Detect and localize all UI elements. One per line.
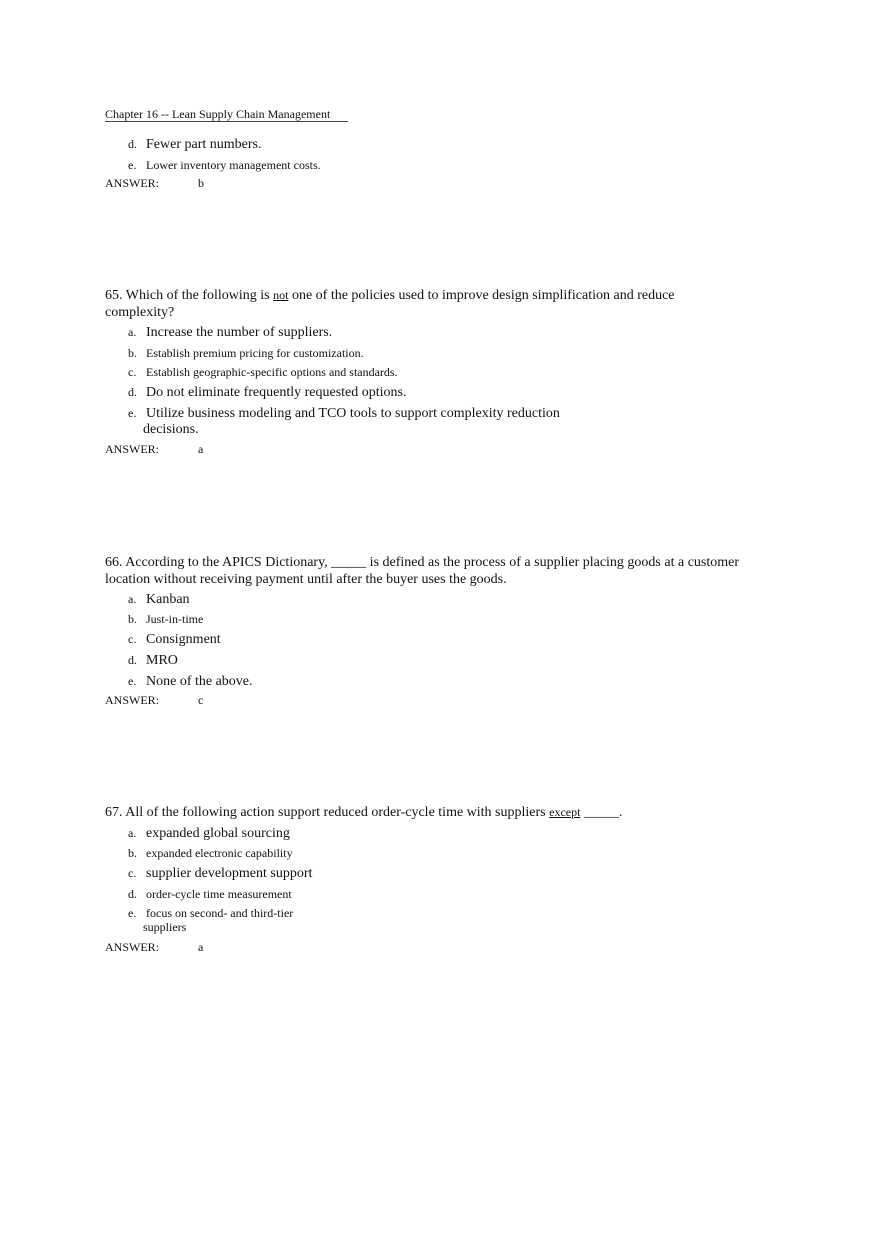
option-letter: b. (128, 846, 137, 860)
question-emphasis: except (549, 805, 581, 819)
option-text: Increase the number of suppliers. (146, 325, 333, 340)
option-text: Fewer part numbers. (146, 137, 262, 152)
question-67 (105, 804, 745, 821)
option-text: MRO (146, 653, 178, 668)
answer-label: ANSWER: (105, 442, 159, 456)
answer-label: ANSWER: (105, 176, 159, 190)
option-letter: a. (128, 826, 137, 840)
option-text: Consignment (146, 632, 221, 647)
option-letter: d. (128, 385, 137, 399)
option-continuation: decisions. (143, 422, 199, 437)
option-letter: e. (128, 406, 137, 420)
option-b (128, 610, 203, 628)
option-letter: c. (128, 632, 137, 646)
option-letter: e. (128, 906, 137, 920)
option-text: Establish geographic-specific options and standards. (146, 365, 398, 379)
option-letter: a. (128, 325, 137, 339)
answer-label: ANSWER: (105, 693, 159, 707)
answer-label: ANSWER: (105, 940, 159, 954)
answer-value: c (198, 693, 204, 707)
option-text: Utilize business modeling and TCO tools to support complexity reduction (146, 406, 560, 421)
option-continuation: suppliers (143, 920, 187, 934)
option-text: Do not eliminate frequently requested options. (146, 385, 407, 400)
option-c (128, 363, 398, 381)
option-e (128, 404, 560, 422)
option-a (128, 323, 332, 341)
question-text-pre: 65. Which of the following is (105, 288, 274, 303)
option-text: None of the above. (146, 674, 253, 689)
answer-line (105, 176, 204, 191)
answer-value: b (198, 176, 204, 190)
option-a (128, 590, 190, 608)
option-letter: d. (128, 653, 137, 667)
option-d (128, 885, 292, 903)
option-letter: b. (128, 612, 137, 626)
answer-line (105, 442, 203, 457)
option-letter: e. (128, 158, 137, 172)
option-text: Just-in-time (146, 612, 204, 626)
option-letter: b. (128, 346, 137, 360)
option-text: order-cycle time measurement (146, 887, 292, 901)
option-letter: d. (128, 887, 137, 901)
option-d (128, 383, 407, 401)
answer-line (105, 693, 203, 708)
option-text: supplier development support (146, 866, 313, 881)
option-letter: a. (128, 592, 137, 606)
question-text-pre: 67. All of the following action support reduced order-cycle time with suppliers (105, 805, 550, 820)
option-a (128, 824, 290, 842)
option-letter: c. (128, 866, 137, 880)
option-b (128, 844, 293, 862)
answer-value: a (198, 442, 204, 456)
option-text: Establish premium pricing for customization. (146, 346, 364, 360)
option-b (128, 344, 364, 362)
question-65 (105, 287, 745, 321)
option-c (128, 630, 221, 648)
option-c (128, 864, 312, 882)
option-d (128, 135, 261, 153)
question-text-post: _____. (580, 805, 623, 820)
page-header: Chapter 16 -- Lean Supply Chain Management (105, 107, 348, 122)
option-e (128, 156, 321, 174)
option-e (128, 672, 253, 690)
option-d (128, 651, 178, 669)
option-text: expanded global sourcing (146, 826, 290, 841)
question-emphasis: not (273, 288, 289, 302)
option-letter: e. (128, 674, 137, 688)
answer-value: a (198, 940, 204, 954)
option-text: expanded electronic capability (146, 846, 293, 860)
option-text: Kanban (146, 592, 190, 607)
question-text-post: one of the policies used to improve design simplification and reduce complexity? (105, 288, 675, 320)
answer-line (105, 940, 203, 955)
option-text: Lower inventory management costs. (146, 158, 321, 172)
question-66: 66. According to the APICS Dictionary, _____ is defined as the process of a supplier placing goods at a customer location without receiving payment until after the buyer uses the goods. (105, 555, 740, 587)
option-letter: c. (128, 365, 137, 379)
option-text: focus on second- and third-tier (146, 906, 294, 920)
option-letter: d. (128, 137, 137, 151)
